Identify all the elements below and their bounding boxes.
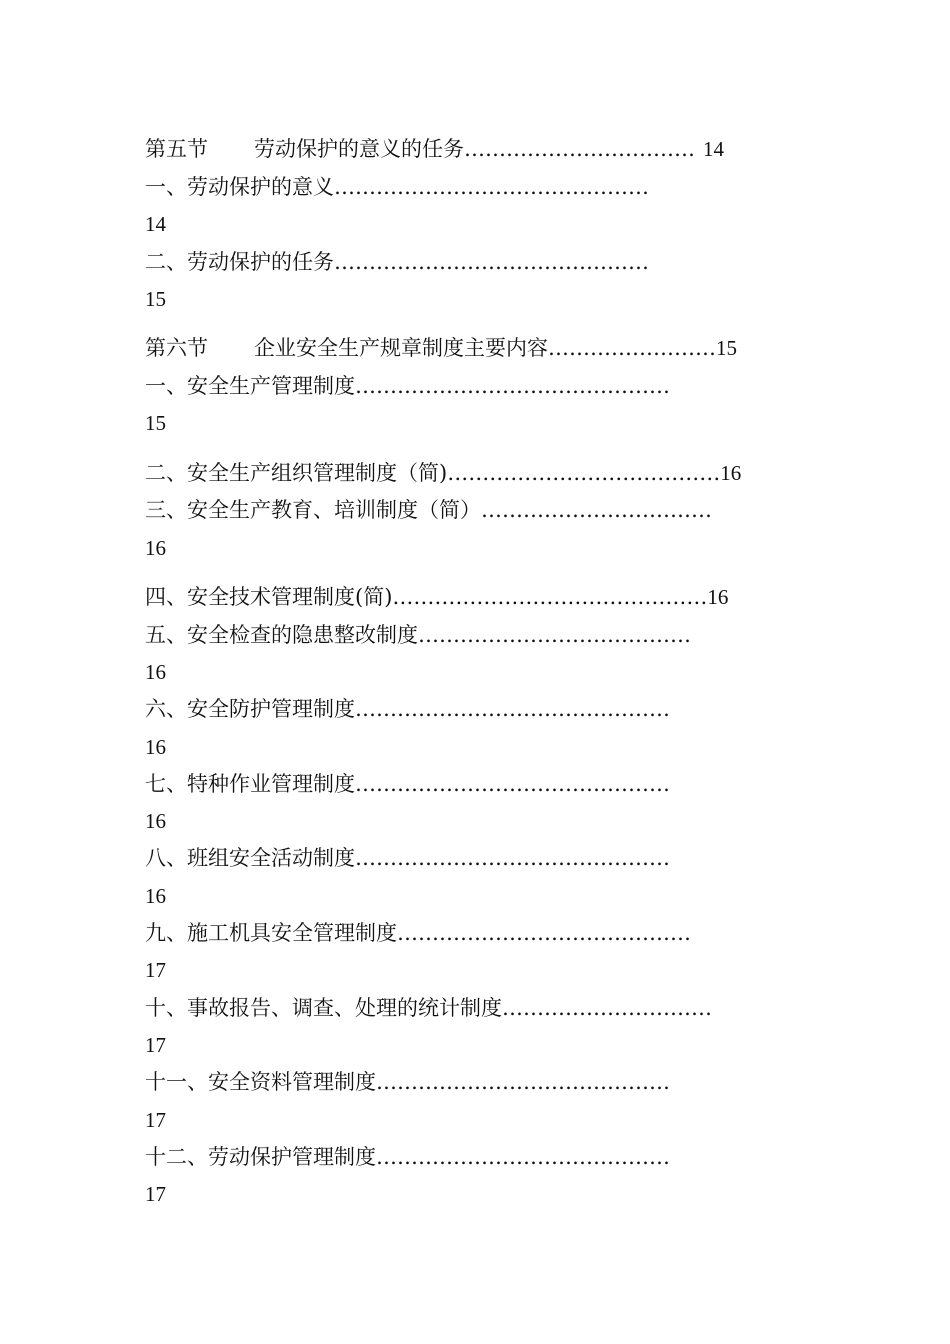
page-number: 16 xyxy=(145,735,166,759)
leader-dots: ……………………………………… xyxy=(355,697,670,721)
page-number: 16 xyxy=(720,461,742,485)
leader-dots: ……………………………………… xyxy=(355,374,670,398)
toc-entry[interactable] xyxy=(145,843,670,873)
entry-text: 一、劳动保护的意义 xyxy=(145,175,334,199)
entry-text: 五、安全检查的隐患整改制度 xyxy=(145,623,418,647)
page-number: 15 xyxy=(145,411,166,435)
page-number: 15 xyxy=(145,287,166,311)
page-number: 16 xyxy=(707,585,729,609)
toc-entry[interactable] xyxy=(145,247,649,277)
toc-entry[interactable] xyxy=(145,371,670,401)
section-title: 企业安全生产规章制度主要内容 xyxy=(254,336,548,360)
entry-text: 十二、劳动保护管理制度 xyxy=(145,1145,376,1169)
toc-entry[interactable] xyxy=(145,769,670,799)
leader-dots: ………………………………… xyxy=(418,623,691,647)
page-number: 17 xyxy=(145,958,166,982)
page-number: 16 xyxy=(145,660,166,684)
page-number: 17 xyxy=(145,1108,166,1132)
leader-dots: ……………………………………… xyxy=(334,250,649,274)
toc-entry[interactable] xyxy=(145,918,691,948)
entry-text: 六、安全防护管理制度 xyxy=(145,697,355,721)
section-label: 第五节 xyxy=(145,137,208,161)
section-title: 劳动保护的意义的任务 xyxy=(254,137,464,161)
toc-entry[interactable] xyxy=(145,495,712,525)
entry-text: 二、劳动保护的任务 xyxy=(145,250,334,274)
leader-dots: ………………………………… xyxy=(447,461,721,485)
leader-dots: ……………………………………… xyxy=(355,846,670,870)
toc-entry[interactable] xyxy=(145,1067,670,1097)
entry-text: 八、班组安全活动制度 xyxy=(145,846,355,870)
toc-entry[interactable] xyxy=(145,694,670,724)
leader-dots: ……………………………………… xyxy=(355,772,670,796)
page-number: 14 xyxy=(703,137,724,161)
leader-dots: ………………………… xyxy=(502,996,712,1020)
toc-entry[interactable] xyxy=(145,620,691,650)
leader-dots: …………………………………… xyxy=(376,1145,670,1169)
entry-text: 四、安全技术管理制度(简) xyxy=(145,585,393,609)
entry-text: 二、安全生产组织管理制度（简) xyxy=(145,461,448,485)
entry-text: 三、安全生产教育、培训制度（简） xyxy=(145,498,481,522)
leader-dots: ……………………………………… xyxy=(392,585,708,609)
page-number: 14 xyxy=(145,212,166,236)
page-number: 15 xyxy=(716,336,737,360)
leader-dots: ……………………………………… xyxy=(334,175,649,199)
toc-section-6[interactable] xyxy=(145,333,737,363)
entry-text: 九、施工机具安全管理制度 xyxy=(145,921,397,945)
leader-dots: …………………… xyxy=(548,336,716,360)
leader-dots: …………………………………… xyxy=(376,1070,670,1094)
toc-entry[interactable] xyxy=(145,582,728,612)
entry-text: 十一、安全资料管理制度 xyxy=(145,1070,376,1094)
page-number: 16 xyxy=(145,809,166,833)
toc-entry[interactable] xyxy=(145,1142,670,1172)
page-number: 17 xyxy=(145,1182,166,1206)
leader-dots: …………………………… xyxy=(464,137,695,161)
page-number: 16 xyxy=(145,884,166,908)
section-label: 第六节 xyxy=(145,336,208,360)
toc-entry[interactable] xyxy=(145,993,712,1023)
toc-entry[interactable] xyxy=(145,458,741,488)
leader-dots: …………………………………… xyxy=(397,921,691,945)
entry-text: 七、特种作业管理制度 xyxy=(145,772,355,796)
page-number: 17 xyxy=(145,1033,166,1057)
toc-entry[interactable] xyxy=(145,172,649,202)
entry-text: 一、安全生产管理制度 xyxy=(145,374,355,398)
entry-text: 十、事故报告、调查、处理的统计制度 xyxy=(145,996,502,1020)
leader-dots: …………………………… xyxy=(481,498,712,522)
page-number: 16 xyxy=(145,536,166,560)
toc-section-5[interactable] xyxy=(145,134,724,164)
